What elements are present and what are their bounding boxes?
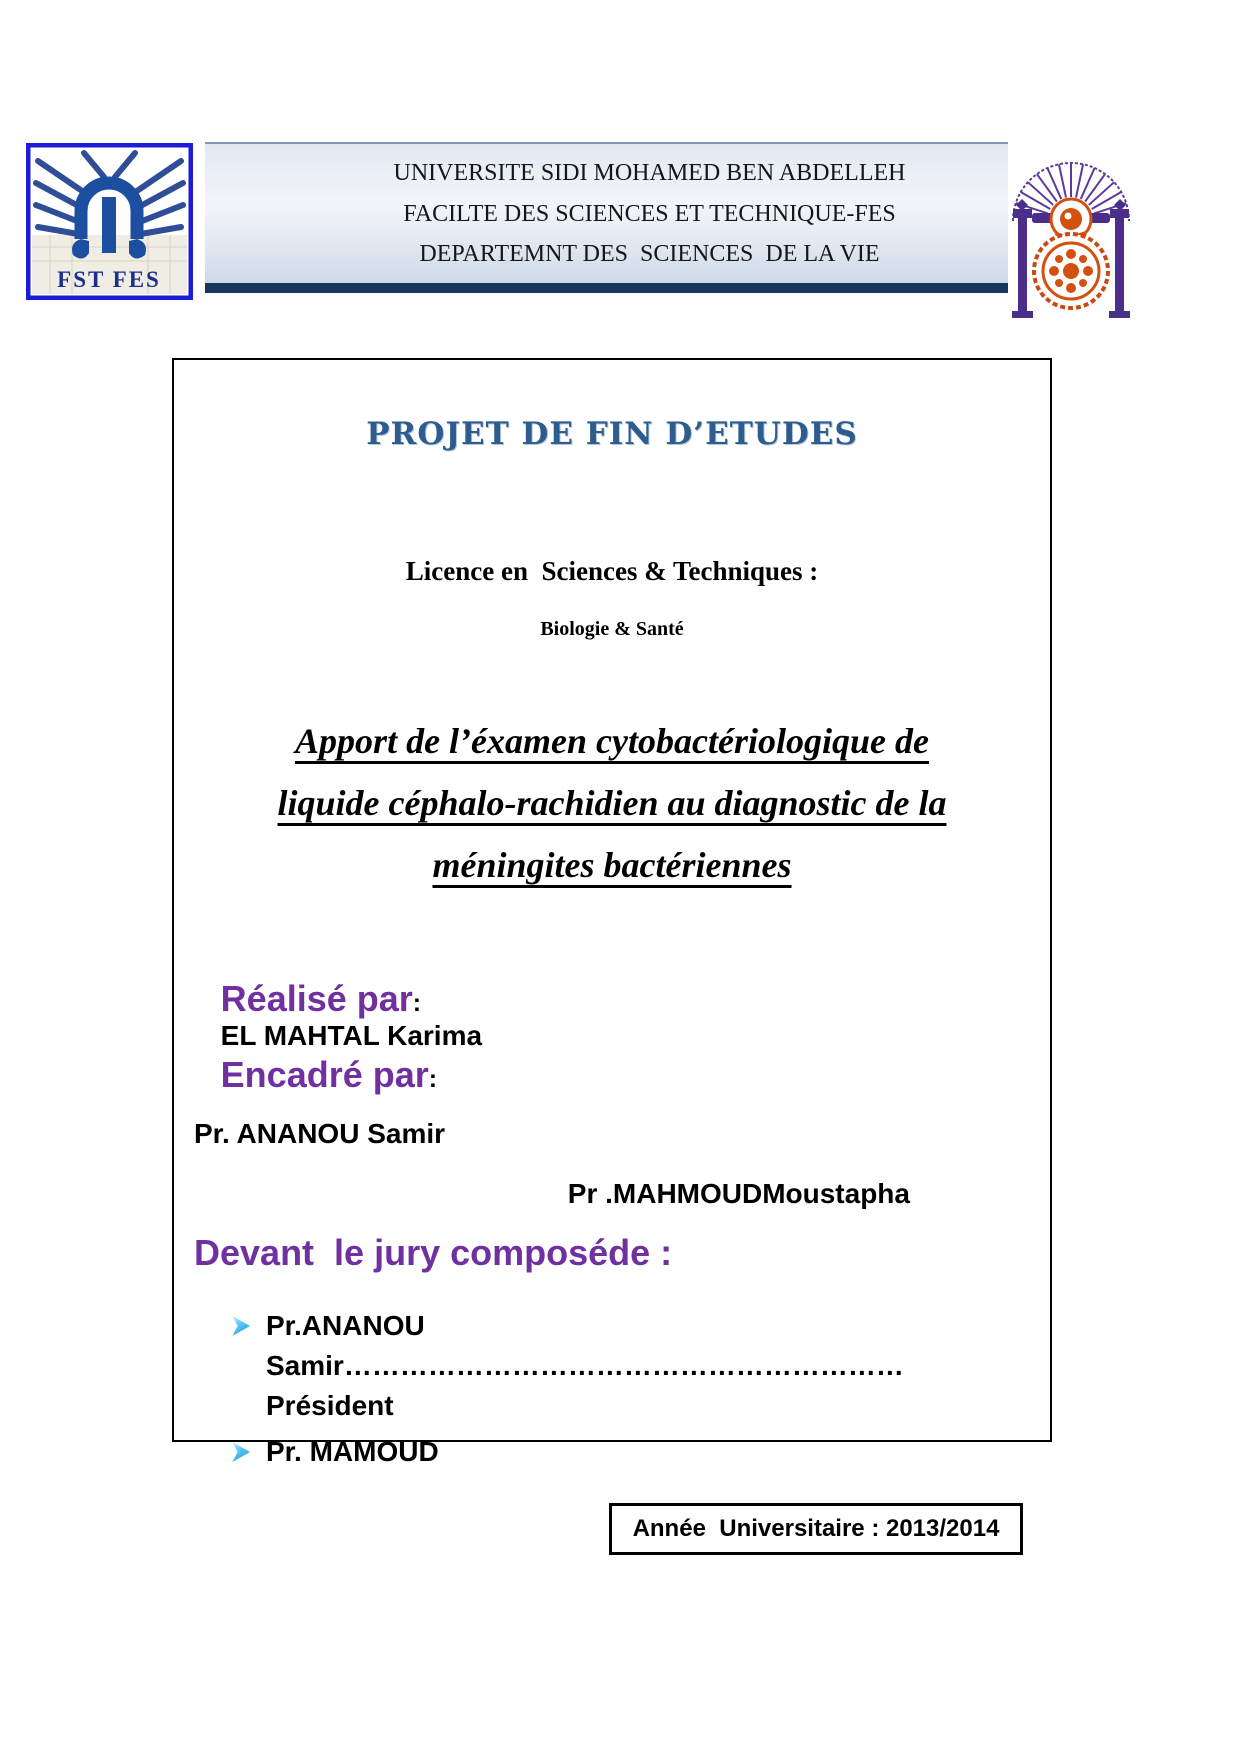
realise-par-label: Réalisé par — [220, 978, 413, 1019]
svg-text:FST FES: FST FES — [57, 267, 161, 292]
jury-member-name: Pr. MAMOUD — [266, 1436, 439, 1467]
thesis-title-line-1: Apport de l’éxamen cytobactériologique de — [295, 721, 929, 761]
realise-par-value: EL MAHTAL Karima — [220, 1020, 483, 1051]
university-name: UNIVERSITE SIDI MOHAMED BEN ABDELLEH — [393, 159, 906, 186]
academic-year-label: Année Universitaire : 2013/2014 — [632, 1515, 1000, 1542]
jury-list — [230, 1306, 1010, 1478]
usmba-logo — [1008, 135, 1134, 320]
project-type-title: PROJET DE FIN D’ETUDES — [366, 416, 858, 452]
arrow-bullet-icon — [230, 1316, 250, 1336]
fst-fes-logo — [26, 143, 193, 300]
band-bottom-strip — [205, 283, 1008, 293]
jury-item — [230, 1432, 1010, 1472]
jury-member-role-line: Samir……………………………………………………Président — [266, 1350, 904, 1421]
jury-item — [230, 1306, 1010, 1426]
degree-line: Licence en Sciences & Techniques : — [405, 556, 819, 586]
header-band — [205, 142, 1008, 293]
cover-main-box — [172, 358, 1052, 1467]
arrow-bullet-icon — [230, 1442, 250, 1462]
supervisor-1: Pr. ANANOU Samir — [194, 1118, 446, 1149]
thesis-title-line-2: liquide céphalo-rachidien au diagnostic de la — [277, 783, 947, 823]
thesis-title — [174, 710, 1050, 896]
specialty-line: Biologie & Santé — [540, 618, 684, 640]
supervisor-2: Pr .MAHMOUDMoustapha — [567, 1178, 910, 1209]
faculty-name: FACILTE DES SCIENCES ET TECHNIQUE-FES — [403, 200, 896, 227]
fst-fes-logo-icon — [26, 143, 193, 300]
header-text-block — [291, 144, 1008, 283]
academic-year-box — [609, 1503, 1023, 1555]
usmba-logo-icon — [1008, 135, 1134, 320]
encadre-par-label: Encadré par — [220, 1054, 429, 1095]
jury-heading: Devant le jury composéde : — [194, 1232, 673, 1273]
department-name: DEPARTEMNT DES SCIENCES DE LA VIE — [419, 241, 880, 268]
realise-par-colon: : — [412, 989, 422, 1017]
jury-member-name: Pr.ANANOU — [266, 1310, 425, 1341]
encadre-par-colon: : — [428, 1065, 438, 1093]
thesis-title-line-3: méningites bactériennes — [432, 845, 792, 885]
encadre-par-row — [194, 1036, 437, 1114]
